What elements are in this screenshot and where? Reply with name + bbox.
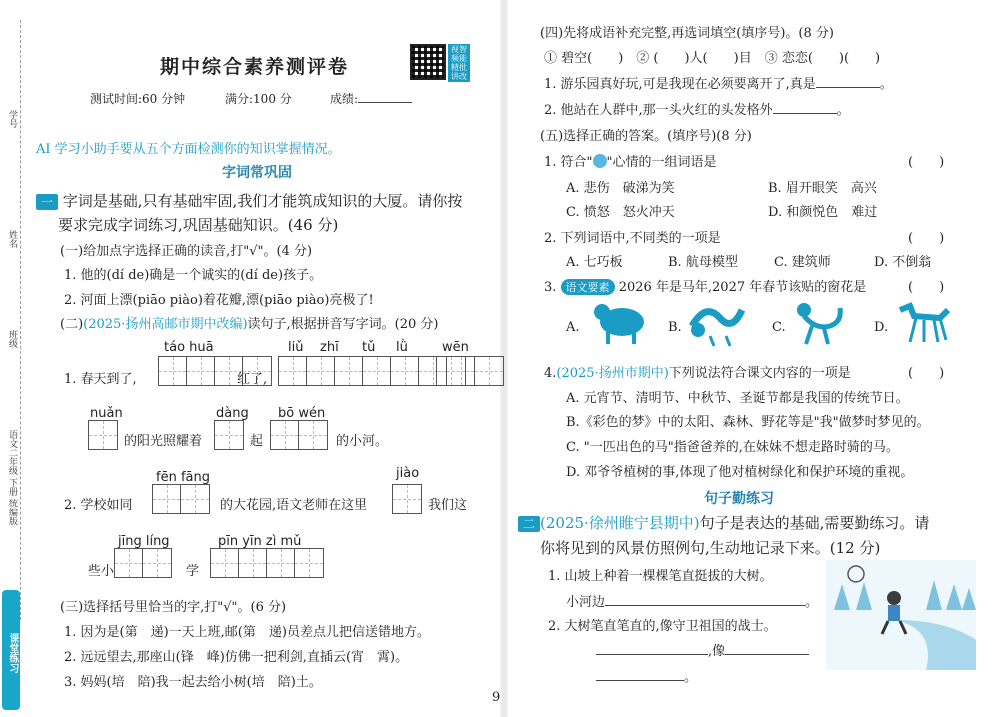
q5-3-opt-a[interactable]: A. [566, 320, 580, 335]
p2-item-2-mid: ,像 [708, 644, 726, 659]
pinyin-tu: tǔ [362, 340, 376, 355]
grid-dang[interactable] [214, 420, 244, 450]
scenery-illustration [826, 560, 976, 670]
q5-3-stem [544, 276, 866, 295]
grid-wen[interactable] [436, 356, 466, 386]
part2-lead-line1 [518, 512, 929, 533]
part1-lead-text: 字词是基础,只有基础牢固,我们才能筑成知识的大厦。请你按 [62, 192, 463, 210]
q5-3-text: 2026 年是马年,2027 年春节该贴的窗花是 [618, 280, 867, 295]
p2-item-2-line3: 。 [596, 666, 697, 685]
q5-heading: (五)选择正确的答案。(填序号)(8 分) [540, 129, 752, 144]
pinyin-fenfang: fēn fāng [156, 470, 210, 485]
q5-3-tag: 语文要素 [561, 279, 615, 295]
score-field [330, 90, 412, 107]
q2-heading-prefix: (二) [60, 317, 84, 332]
q5-2-answer[interactable]: ( ) [908, 231, 945, 246]
test-time: 测试时间:60 分钟 [90, 92, 186, 106]
part1-lead-line1 [36, 190, 462, 211]
q5-1-opt-b[interactable]: B. 眉开眼笑 高兴 [768, 181, 877, 196]
q4-blank-1[interactable] [816, 87, 880, 88]
q5-4-opt-d[interactable]: D. 邓爷爷植树的事,体现了他对植树绿化和保护环境的重视。 [566, 465, 914, 480]
q5-2-stem: 2. 下列词语中,不同类的一项是 [544, 231, 721, 246]
q5-3-opt-d[interactable]: D. [874, 320, 889, 335]
q5-1-opt-c[interactable]: C. 愤怒 怒火冲天 [566, 205, 675, 220]
q3-item-2[interactable]: 2. 远远望去,那座山(锋 峰)仿佛一把利剑,直插云(宵 霄)。 [64, 650, 409, 665]
q5-3-opt-b[interactable]: B. [668, 320, 682, 335]
margin-label-grade: 语文二年级 下册 统编版 [7, 430, 17, 526]
q5-1-prefix: 1. 符合" [544, 155, 593, 170]
q1-heading: (一)给加点字选择正确的读音,打"√"。(4 分) [60, 244, 313, 259]
margin-label-student-id: 学号 [7, 110, 17, 128]
p2-item-2: 2. 大树笔直笔直的,像守卫祖国的战士。 [548, 619, 777, 634]
page-title: 期中综合素养测评卷 [160, 56, 350, 78]
q5-1-opt-a[interactable]: A. 悲伤 破涕为笑 [566, 181, 675, 196]
p2-blank-1[interactable] [605, 605, 805, 606]
q3-heading: (三)选择括号里恰当的字,打"√"。(6 分) [60, 600, 287, 615]
part1-lead-line2: 要求完成字词练习,巩固基础知识。(46 分) [58, 216, 339, 234]
q5-3-opt-c[interactable]: C. [772, 320, 786, 335]
papercut-dragon-icon [686, 296, 746, 348]
pinyin-liu: liǔ [288, 340, 304, 355]
grid-fenfang[interactable] [152, 484, 210, 514]
q4-sentence-1: 1. 游乐园真好玩,可是我现在必须要离开了,真是 。 [544, 77, 893, 92]
pinyin-zhi: zhī [320, 340, 339, 355]
part2-lead-line2: 你将见到的风景仿照例句,生动地记录下来。(12 分) [540, 539, 881, 557]
q1-item-1[interactable]: 1. 他的(dí de)确是一个诚实的(dí de)孩子。 [64, 268, 323, 283]
q5-4-source: (2025·扬州市期中) [556, 366, 669, 381]
q5-4-answer[interactable]: ( ) [908, 366, 945, 381]
pinyin-taohua: táo huā [164, 340, 214, 355]
sentence1-end: 的小河。 [336, 434, 389, 449]
grid-jiao[interactable] [392, 484, 422, 514]
pinyin-pinyinzimu: pīn yīn zì mǔ [218, 534, 302, 549]
q5-2-opt-d[interactable]: D. 不倒翁 [874, 255, 932, 270]
score-blank[interactable] [358, 102, 412, 103]
q5-1-answer[interactable]: ( ) [908, 155, 945, 170]
pinyin-jiao: jiào [396, 466, 420, 481]
smiley-face-icon [593, 154, 607, 168]
grid-liuzhitulu[interactable] [278, 356, 504, 386]
papercut-horse-icon [894, 300, 952, 346]
q5-4-prefix: 4. [544, 366, 557, 381]
margin-cut-line [20, 20, 21, 620]
p2-item-1-prompt: 小河边 [566, 595, 606, 610]
p2-item-1-answer: 小河边 。 [566, 595, 819, 610]
q2-heading-text: 读句子,根据拼音写字词。(20 分) [247, 317, 439, 332]
margin-label-name: 姓名 [7, 230, 17, 248]
pinyin-dang: dàng [216, 406, 249, 421]
pinyin-lu: lǜ [396, 340, 408, 355]
part2-badge: 二 [518, 516, 540, 532]
q4-sentence-2: 2. 他站在人群中,那一头火红的头发格外 。 [544, 103, 850, 118]
q5-1-stem [544, 151, 717, 170]
q1-item-2[interactable]: 2. 河面上漂(piāo piào)着花瓣,漂(piāo piào)亮极了! [64, 293, 374, 308]
p2-blank-2b[interactable] [725, 654, 809, 655]
q5-4-opt-c[interactable]: C. "一匹出色的马"指爸爸养的,在妹妹不想走路时骑的马。 [566, 440, 899, 455]
sentence2-xue: 学 [186, 564, 200, 579]
part2-lead-text: 句子是表达的基础,需要勤练习。请 [699, 514, 930, 532]
ai-intro: AI 学习小助手要从五个方面检测你的知识掌握情况。 [36, 142, 341, 157]
grid-bowen[interactable] [270, 420, 328, 450]
sentence2-small: 些小 [88, 564, 115, 579]
sentence2-mid: 的大花园,语文老师在这里 [220, 498, 368, 513]
qr-label: 视智频能精批讲改 [448, 44, 470, 82]
q4-sentence-2-text: 2. 他站在人群中,那一头火红的头发格外 [544, 103, 773, 118]
q4-heading: (四)先将成语补充完整,再选词填空(填序号)。(8 分) [540, 26, 834, 41]
part1-heading: 字词常巩固 [222, 165, 292, 181]
grid-jingling[interactable] [114, 548, 172, 578]
pinyin-jingling: jīng líng [118, 534, 170, 549]
q4-blank-2[interactable] [773, 113, 837, 114]
q5-2-opt-b[interactable]: B. 航母模型 [668, 255, 738, 270]
p2-blank-2c[interactable] [596, 680, 684, 681]
q5-4-stem [544, 362, 851, 381]
part2-heading: 句子勤练习 [704, 491, 774, 507]
score-label: 成绩: [330, 92, 359, 106]
q5-1-opt-d[interactable]: D. 和颜悦色 难过 [768, 205, 878, 220]
q5-4-opt-b[interactable]: B.《彩色的梦》中的太阳、森林、野花等是"我"做梦时梦见的。 [566, 415, 930, 430]
pinyin-wen: wēn [442, 340, 469, 355]
q2-source: (2025·扬州高邮市期中改编) [83, 317, 248, 332]
margin-strip [0, 0, 30, 717]
sentence2-tail: 我们这 [428, 498, 468, 513]
q5-2-opt-a[interactable]: A. 七巧板 [566, 255, 623, 270]
grid-nuan[interactable] [88, 420, 118, 450]
q2-heading [60, 313, 438, 332]
pinyin-nuan: nuǎn [90, 406, 123, 421]
grid-pinyinzimu[interactable] [210, 548, 324, 578]
q5-4-text: 下列说法符合课文内容的一项是 [668, 366, 851, 381]
q5-3-answer[interactable]: ( ) [908, 280, 945, 295]
q4-sentence-1-text: 1. 游乐园真好玩,可是我现在必须要离开了,真是 [544, 77, 816, 92]
margin-label-class: 班级 [7, 330, 17, 348]
q5-1-suffix: "心情的一组词语是 [606, 155, 717, 170]
q4-items[interactable]: ① 碧空( ) ② ( )人( )目 ③ 恋恋( )( ) [544, 51, 881, 66]
p2-item-2-answer [596, 640, 809, 659]
part1-badge: 一 [36, 194, 58, 210]
q5-4-opt-a[interactable]: A. 元宵节、清明节、中秋节、圣诞节都是我国的传统节日。 [566, 391, 909, 406]
p2-blank-2a[interactable] [596, 654, 708, 655]
q5-2-opt-c[interactable]: C. 建筑师 [774, 255, 831, 270]
papercut-monkey-icon [790, 300, 846, 346]
p2-item-1: 1. 山坡上种着一棵棵笔直挺拔的大树。 [548, 569, 773, 584]
q3-item-3[interactable]: 3. 妈妈(培 陪)我一起去给小树(培 陪)土。 [64, 675, 322, 690]
sentence1-start: 1. 春天到了, [64, 372, 137, 387]
qr-code-icon[interactable] [410, 44, 446, 80]
full-score: 满分:100 分 [225, 92, 292, 106]
q3-item-1[interactable]: 1. 因为是(第 递)一天上班,邮(第 递)员差点儿把信送错地方。 [64, 625, 430, 640]
papercut-sheep-icon [588, 296, 654, 346]
part2-source: (2025·徐州睢宁县期中) [540, 514, 700, 532]
q5-3-prefix: 3. [544, 280, 557, 295]
page-number: 9 [492, 690, 501, 705]
pinyin-bowen: bō wén [278, 406, 326, 421]
sentence1-sun: 的阳光照耀着 [124, 434, 203, 449]
sentence1-mid: 红了, [237, 372, 268, 387]
sentence2-start: 2. 学校如同 [64, 498, 133, 513]
brand-strip: 课堂练习 [2, 590, 20, 710]
sentence1-qi: 起 [250, 434, 264, 449]
